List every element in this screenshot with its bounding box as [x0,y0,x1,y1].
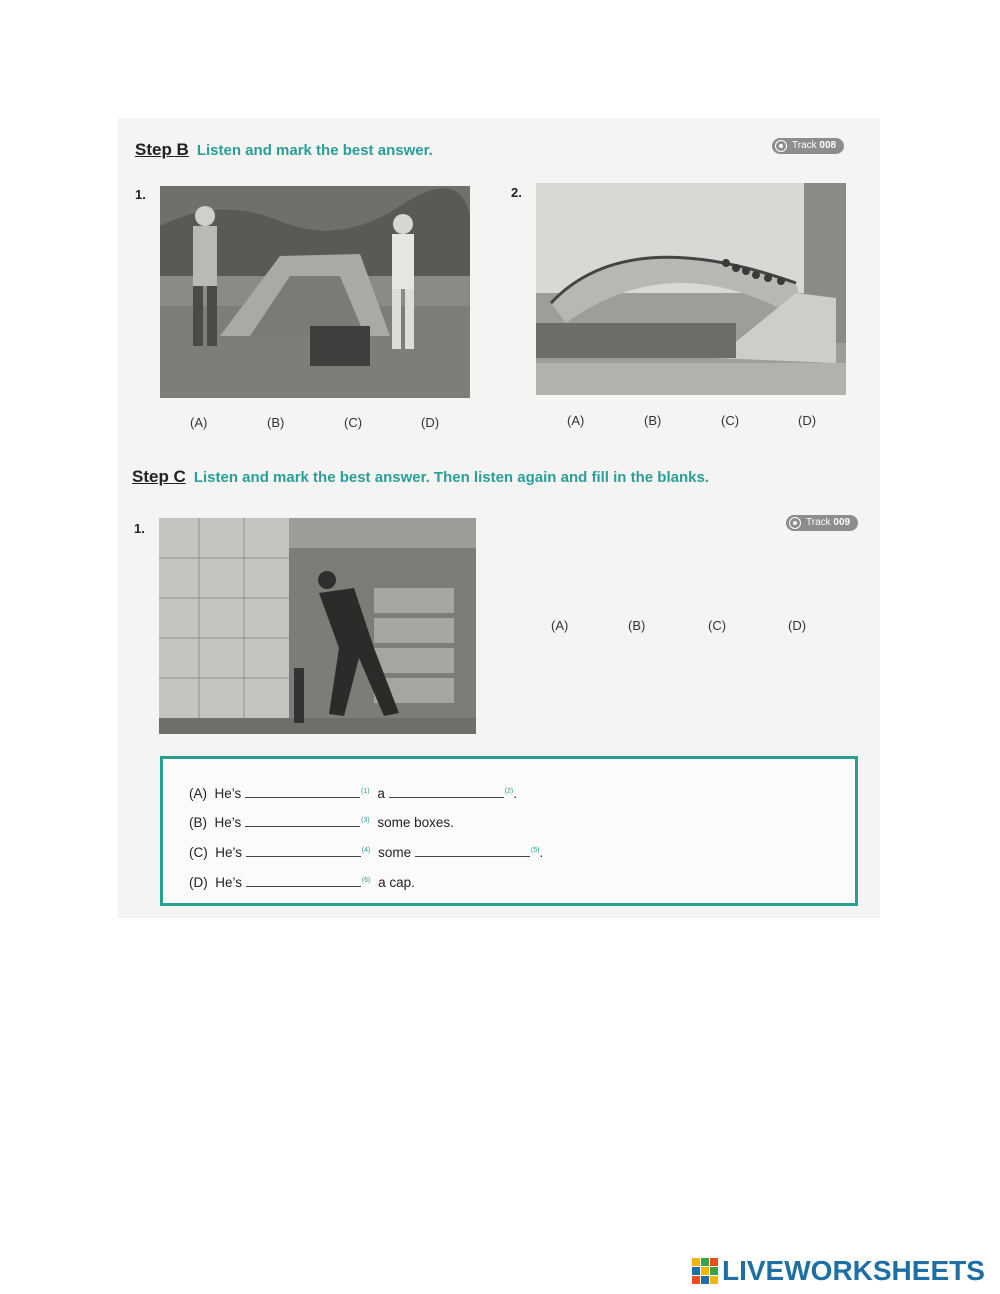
choice-b[interactable]: (B) [628,618,646,633]
fill-line-d: (D) He’s $^{(6)}$ a cap. [189,875,415,890]
step-b-heading [135,140,433,160]
blank-5[interactable] [415,844,530,857]
warehouse-photo [159,518,476,734]
blank-2[interactable] [389,785,504,798]
choice-c[interactable]: (C) [708,618,727,633]
track-008-badge[interactable]: Track 008 [772,138,844,154]
choice-c[interactable]: (C) [344,415,363,430]
step-c-instruction: Listen and mark the best answer. Then listen again and fill in the blanks. [193,469,709,486]
step-b-instruction: Listen and mark the best answer. [196,142,433,159]
choice-d[interactable]: (D) [798,413,817,428]
choice-d[interactable]: (D) [788,618,807,633]
fill-line-a: (A) He’s $^{(1)}$ a $^{(2)}$. [189,786,517,801]
blank-3[interactable] [245,814,360,827]
step-b-label: Step B [135,140,189,159]
step-c-label: Step C [132,467,186,486]
track-009-badge[interactable]: Track 009 [786,515,858,531]
choice-a[interactable]: (A) [190,415,208,430]
choice-a[interactable]: (A) [551,618,569,633]
fill-in-box [160,756,858,906]
step-c-q1-choices [551,618,828,633]
play-icon [776,141,786,151]
fill-line-b: (B) He’s $^{(3)}$ some boxes. [189,815,454,830]
choice-c[interactable]: (C) [721,413,740,428]
choice-b[interactable]: (B) [644,413,662,428]
choice-b[interactable]: (B) [267,415,285,430]
step-c-q1-number: 1. [134,521,145,536]
step-b-q2-number: 2. [511,185,522,200]
choice-a[interactable]: (A) [567,413,585,428]
blank-4[interactable] [246,844,361,857]
fill-line-c: (C) He’s $^{(4)}$ some $^{(5)}$. [189,845,544,860]
step-b-q1-choices [190,415,461,430]
step-c-heading [132,467,709,487]
blank-1[interactable] [245,785,360,798]
bridge-photo [536,183,846,395]
choice-d[interactable]: (D) [421,415,440,430]
blank-6[interactable] [246,874,361,887]
camping-tent-photo [160,186,470,398]
liveworksheets-logo[interactable] [692,1255,985,1287]
step-b-q1-number: 1. [135,187,146,202]
logo-squares-icon [692,1258,718,1284]
logo-text: LIVEWORKSHEETS [722,1255,985,1286]
play-icon [790,518,800,528]
step-b-q2-choices [567,413,838,428]
